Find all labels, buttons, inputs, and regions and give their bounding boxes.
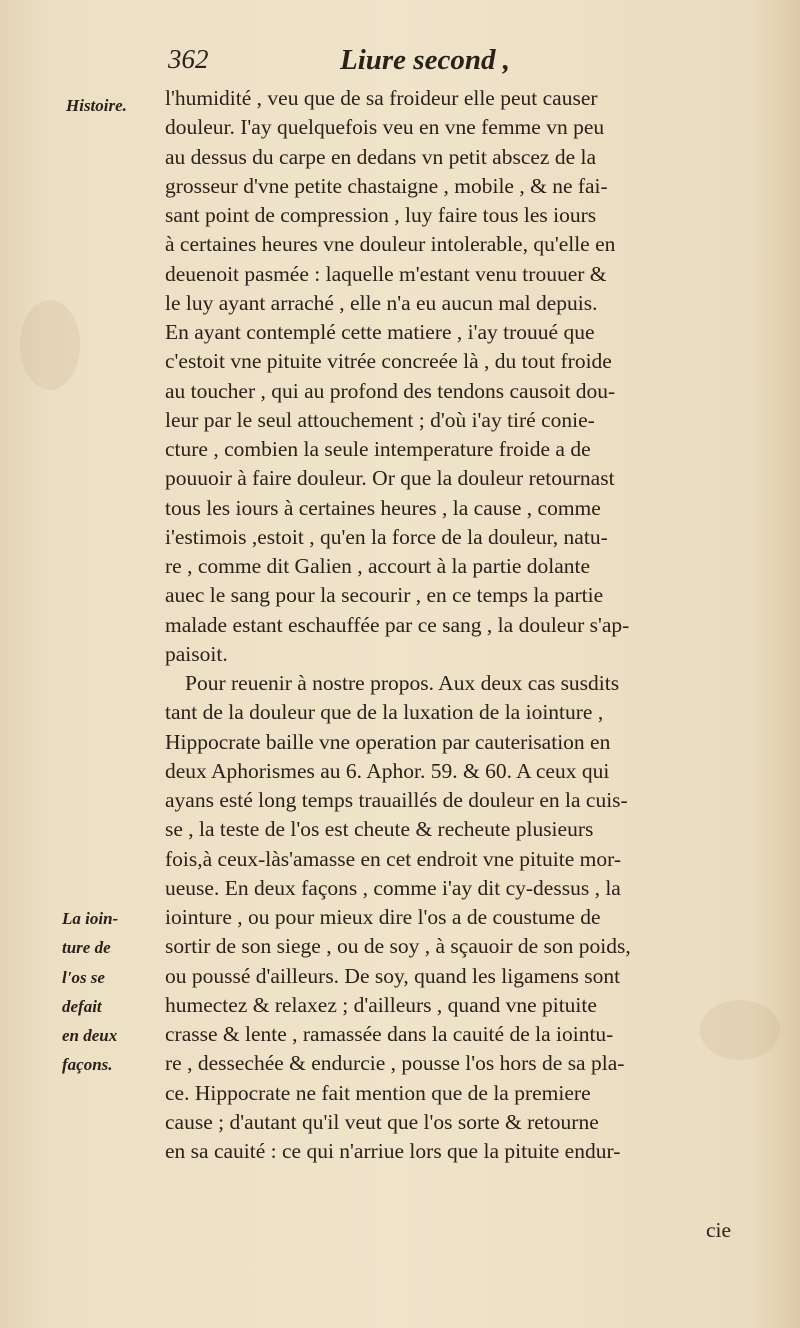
side-note-top: Histoire. <box>66 96 127 115</box>
text-line: c'estoit vne pituite vitrée concreée là , du tout froide <box>165 349 612 374</box>
text-line: au dessus du carpe en dedans vn petit abscez de la <box>165 144 597 169</box>
text-line: tant de la douleur que de la luxation de la iointure , <box>165 700 604 725</box>
side-note-line: La ioin- <box>62 909 119 928</box>
text-line: sant point de compression , luy faire tous les iours <box>165 203 597 227</box>
text-line: cause ; d'autant qu'il veut que l'os sorte & retourne <box>165 1109 599 1134</box>
text-line: malade estant eschauffée par ce sang , la douleur s'ap- <box>165 612 630 637</box>
text-line: douleur. I'ay quelquefois veu en vne femme vn peu <box>165 115 605 140</box>
body-text <box>165 84 741 1166</box>
text-line: auec le sang pour la secourir , en ce temps la partie <box>165 583 604 608</box>
text-line: tous les iours à certaines heures , la cause , comme <box>165 495 601 520</box>
side-note-line: l'os se <box>62 967 105 987</box>
text-line: l'humidité , veu que de sa froideur elle peut causer <box>165 86 598 110</box>
text-line: grosseur d'vne petite chastaigne , mobile , & ne fai- <box>165 173 608 198</box>
text-line: à certaines heures vne douleur intolerable, qu'elle en <box>165 232 616 257</box>
text-line: iointure , ou pour mieux dire l'os a de coustume de <box>165 905 601 929</box>
text-line: leur par le seul attouchement ; d'où i'ay tiré conie- <box>165 407 595 432</box>
text-line: re , comme dit Galien , accourt à la partie dolante <box>165 554 591 578</box>
text-line: ce. Hippocrate ne fait mention que de la premiere <box>165 1080 591 1105</box>
catchword: cie <box>706 1218 732 1242</box>
text-line: sortir de son siege , ou de soy , à sçauoir de son poids, <box>165 934 631 959</box>
page-header <box>160 44 740 84</box>
text-line: crasse & lente , ramassée dans la cauité de la iointu- <box>165 1022 614 1046</box>
text-line: en sa cauité : ce qui n'arriue lors que la pituite endur- <box>165 1139 621 1163</box>
text-line: deux Aphorismes au 6. Aphor. 59. & 60. A ceux qui <box>165 758 610 783</box>
text-line: se , la teste de l'os est cheute & recheute plusieurs <box>165 817 594 842</box>
text-line: deuenoit pasmée : laquelle m'estant venu trouuer & <box>165 261 607 286</box>
side-note <box>62 904 158 1080</box>
side-note-line: ture de <box>62 938 111 958</box>
text-line: re , dessechée & endurcie , pousse l'os hors de sa pla- <box>165 1051 625 1076</box>
side-note-line: defait <box>62 996 102 1016</box>
text-line: Hippocrate baille vne operation par cauterisation en <box>165 729 611 754</box>
text-line: humectez & relaxez ; d'ailleurs , quand vne pituite <box>165 992 597 1017</box>
text-line: i'estimois ,estoit , qu'en la force de la douleur, natu- <box>165 524 608 549</box>
text-line: le luy ayant arraché , elle n'a eu aucun mal depuis. <box>165 290 598 315</box>
side-note-line: en deux <box>62 1026 118 1045</box>
text-line: En ayant contemplé cette matiere , i'ay trouué que <box>165 320 595 344</box>
text-line: ueuse. En deux façons , comme i'ay dit cy-dessus , la <box>165 875 621 900</box>
text-line: paisoit. <box>165 641 228 666</box>
paper-stain <box>20 300 80 390</box>
text-line: cture , combien la seule intemperature froide a de <box>165 437 591 461</box>
running-head: Liure second , <box>340 44 510 76</box>
text-line: pouuoir à faire douleur. Or que la douleur retournast <box>165 466 615 491</box>
text-line: fois,à ceux-làs'amasse en cet endroit vne pituite mor- <box>165 846 621 871</box>
side-note-line: façons. <box>62 1055 113 1075</box>
text-line: au toucher , qui au profond des tendons causoit dou- <box>165 378 616 403</box>
page-number: 362 <box>168 44 209 74</box>
text-line: ou poussé d'ailleurs. De soy, quand les ligamens sont <box>165 963 621 988</box>
text-line: Pour reuenir à nostre propos. Aux deux cas susdits <box>185 671 620 695</box>
text-line: ayans esté long temps trauaillés de douleur en la cuis- <box>165 788 628 812</box>
